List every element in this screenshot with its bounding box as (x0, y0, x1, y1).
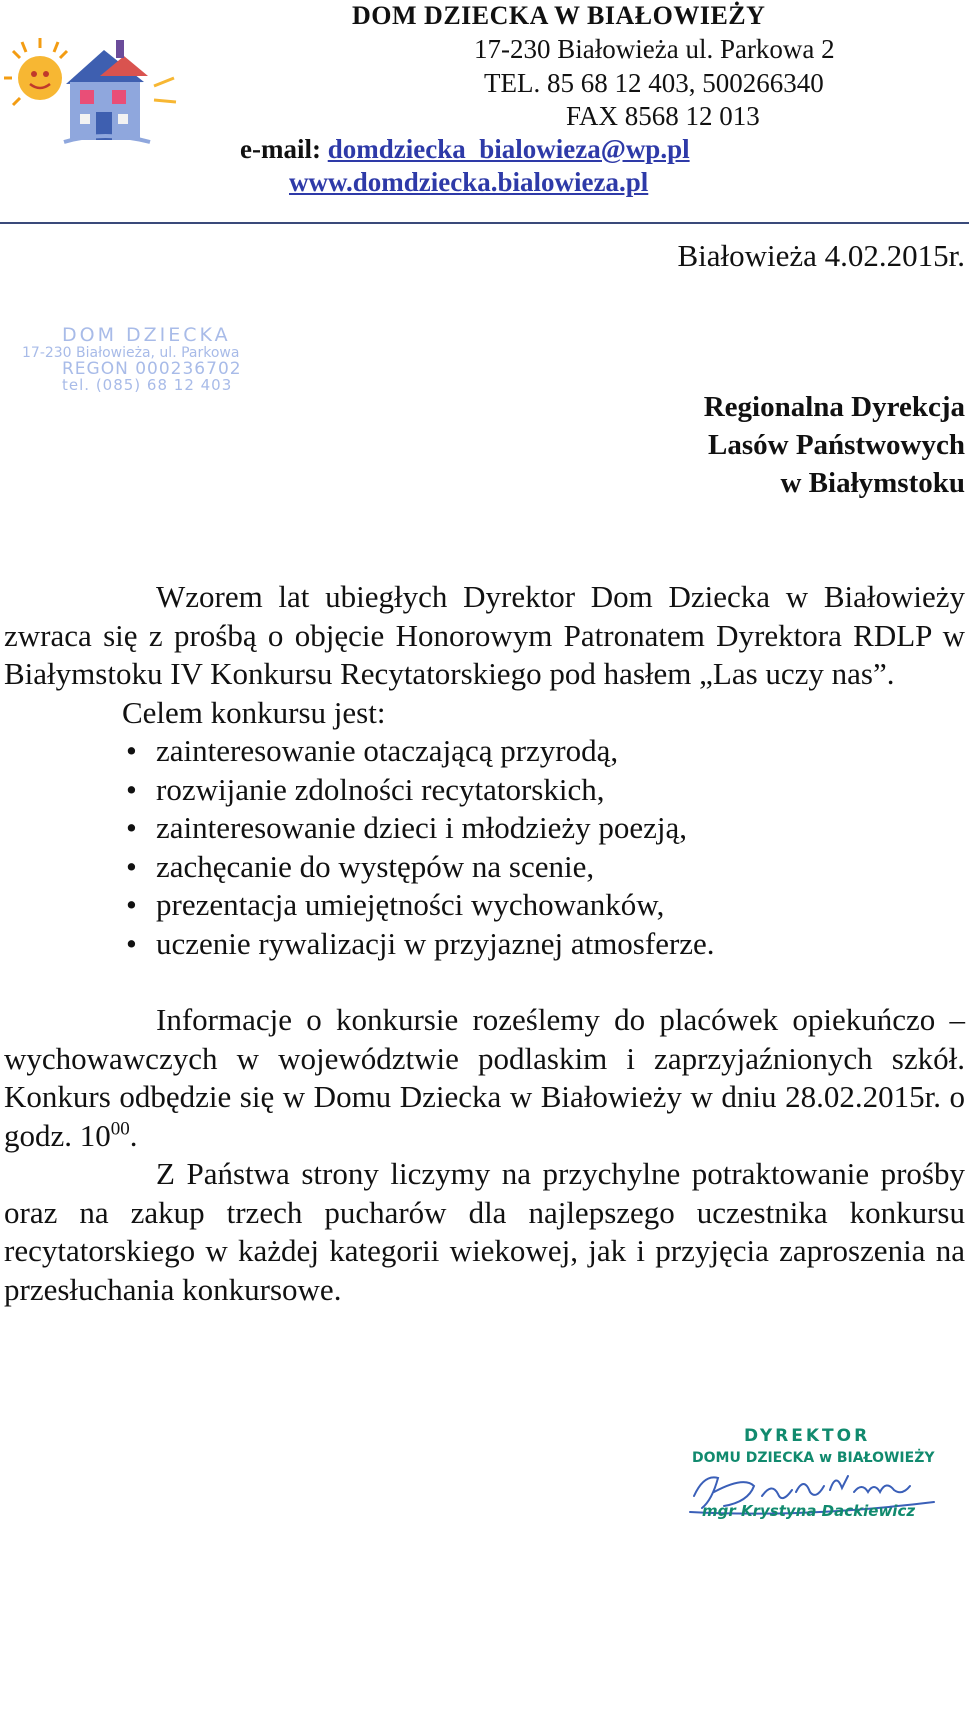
institution-phone: TEL. 85 68 12 403, 500266340 (484, 68, 824, 98)
stamp-line-2: 17-230 Białowieża, ul. Parkowa (22, 344, 240, 361)
letter-body (4, 578, 965, 1309)
addressee-line-3: w Białymstoku (780, 467, 965, 499)
sun-icon (4, 38, 67, 105)
header-divider (0, 222, 969, 224)
signature-title: DYREKTOR (744, 1426, 871, 1446)
institution-website-row (289, 169, 648, 196)
list-item: • rozwijanie zdolności recytatorskich, (122, 771, 965, 810)
institution-fax: FAX 8568 12 013 (566, 101, 760, 131)
letter-date: Białowieża 4.02.2015r. (677, 238, 965, 273)
institution-email-row (240, 136, 690, 163)
institution-address: 17-230 Białowieża ul. Parkowa 2 (474, 34, 835, 64)
house-icon (64, 40, 176, 142)
stamp-line-4: tel. (085) 68 12 403 (62, 376, 233, 395)
signature-organization: DOMU DZIECKA w BIAŁOWIEŻY (692, 1450, 935, 1466)
signature-stamp (684, 1426, 954, 1536)
stamp-line-1: DOM DZIECKA (62, 324, 231, 346)
paragraph-request: Wzorem lat ubiegłych Dyrektor Dom Dziecka w Białowieży zwraca się z prośbą o objęcie Honorowym Patronatem Dyrektora RDLP w Białymstoku IV Konkursu Recytatorskiego pod hasłem „Las uczy nas”. (4, 579, 965, 691)
paragraph-info-text: Informacje o konkursie roześlemy do placówek opiekuńczo – wychowawczych w województwie podlaskim i zaprzyjaźnionych szkół. Konkurs odbędzie się w Domu Dziecka w Białowieży w dniu 28.02.2015r. o godz. 10 (4, 1002, 965, 1153)
goals-list (4, 732, 965, 963)
addressee-block (704, 388, 965, 502)
paragraph-gap (4, 963, 965, 1001)
list-item: • prezentacja umiejętności wychowanków, (122, 886, 965, 925)
paragraph-info-end: . (129, 1117, 138, 1153)
paragraph-closing: Z Państwa strony liczymy na przychylne potraktowanie prośby oraz na zakup trzech pucharów dla najlepszego uczestnika konkursu recytatorskiego w każdej kategorii wiekowej, jak i przyjęcia zaproszenia na przesłuchania konkursowe. (4, 1156, 965, 1307)
time-minutes-superscript: 00 (110, 1118, 130, 1140)
logo-image (4, 26, 180, 156)
email-label: e-mail: (240, 134, 321, 164)
list-item: • zachęcanie do występów na scenie, (122, 848, 965, 887)
addressee-line-2: Lasów Państwowych (708, 429, 965, 461)
addressee-line-1: Regionalna Dyrekcja (703, 391, 965, 423)
goals-intro: Celem konkursu jest: (122, 694, 386, 730)
institution-stamp (22, 326, 292, 394)
list-item: • uczenie rywalizacji w przyjaznej atmosferze. (122, 925, 965, 964)
website-link[interactable]: www.domdziecka.bialowieza.pl (289, 167, 649, 197)
institution-name: DOM DZIECKA W BIAŁOWIEŻY (352, 1, 766, 30)
signature-name: mgr Krystyna Dackiewicz (702, 1502, 916, 1520)
email-link[interactable]: domdziecka_bialowieza@wp.pl (327, 134, 690, 164)
list-item: • zainteresowanie otaczającą przyrodą, (122, 732, 965, 771)
list-item: • zainteresowanie dzieci i młodzieży poezją, (122, 809, 965, 848)
paragraph-info (4, 1001, 965, 1155)
stamp-line-3: REGON 000236702 (62, 358, 242, 379)
